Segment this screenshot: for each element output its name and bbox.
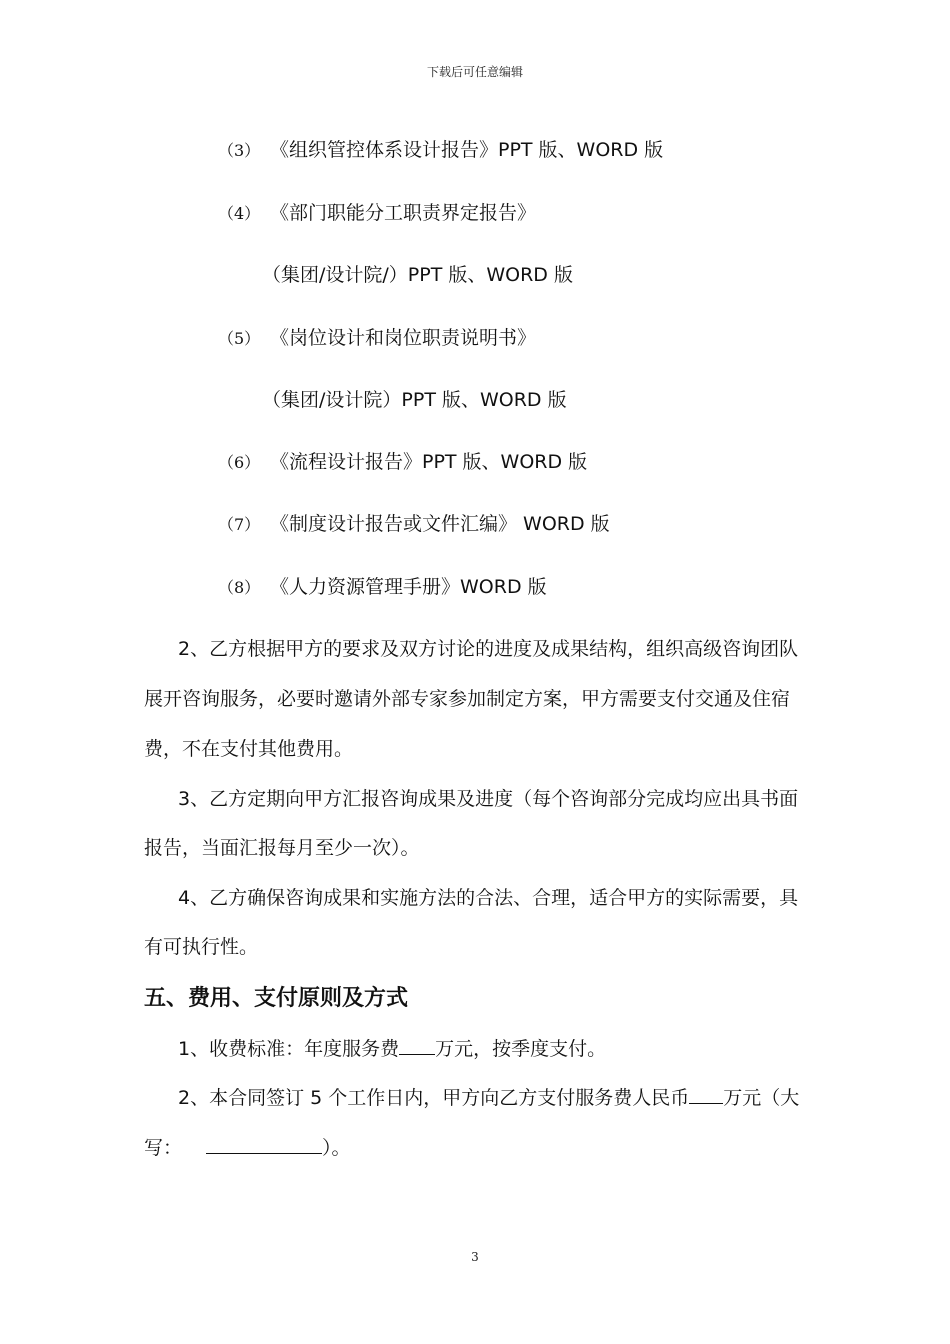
deliverable-item <box>218 137 663 164</box>
item-number: （8） <box>218 578 261 597</box>
payment-amount-blank <box>689 1085 723 1104</box>
payment-closing: ）。 <box>322 1137 351 1159</box>
clause-2-line-2: 展开咨询服务，必要时邀请外部专家参加制定方案，甲方需要支付交通及住宿 <box>144 688 791 710</box>
payment-uppercase-label: 写： <box>144 1137 183 1159</box>
clause-4-line-1: 4、乙方确保咨询成果和实施方法的合法、合理，适合甲方的实际需要，具 <box>178 887 799 909</box>
section-heading: 五、费用、支付原则及方式 <box>144 986 409 1011</box>
item-text: 《流程设计报告》PPT 版、WORD 版 <box>270 451 588 473</box>
item-text: （集团/设计院/）PPT 版、WORD 版 <box>262 264 573 286</box>
payment-line-1 <box>178 1085 799 1111</box>
page-number: 3 <box>471 1250 479 1264</box>
deliverable-item <box>218 325 536 352</box>
item-number: （6） <box>218 453 261 472</box>
item-text: 《组织管控体系设计报告》PPT 版、WORD 版 <box>270 139 664 161</box>
deliverable-item <box>218 511 610 538</box>
deliverable-item-continuation <box>262 262 573 288</box>
fee-standard-line <box>178 1036 606 1062</box>
clause-4-line-2: 有可执行性。 <box>144 936 259 958</box>
fee-suffix: 万元，按季度支付。 <box>435 1038 607 1060</box>
payment-suffix: 万元（大 <box>723 1087 800 1109</box>
fee-amount-blank <box>399 1036 435 1055</box>
clause-3-line-2: 报告，当面汇报每月至少一次）。 <box>144 837 420 859</box>
item-text: 《人力资源管理手册》WORD 版 <box>270 576 547 598</box>
item-text: 《岗位设计和岗位职责说明书》 <box>270 327 537 349</box>
item-number: （7） <box>218 515 261 534</box>
clause-2-line-1: 2、乙方根据甲方的要求及双方讨论的进度及成果结构，组织高级咨询团队 <box>178 638 799 660</box>
payment-text: 2、本合同签订 5 个工作日内，甲方向乙方支付服务费人民币 <box>178 1087 690 1109</box>
fee-label: 1、收费标准：年度服务费 <box>178 1038 400 1060</box>
clause-3-line-1: 3、乙方定期向甲方汇报咨询成果及进度（每个咨询部分完成均应出具书面 <box>178 788 799 810</box>
payment-line-2 <box>144 1135 351 1161</box>
deliverable-item <box>218 574 547 601</box>
payment-uppercase-blank <box>206 1135 322 1154</box>
item-number: （5） <box>218 329 261 348</box>
item-number: （4） <box>218 204 261 223</box>
page-header: 下载后可任意编辑 <box>426 65 523 79</box>
deliverable-item-continuation <box>262 387 567 413</box>
item-number: （3） <box>218 141 261 160</box>
item-text: （集团/设计院）PPT 版、WORD 版 <box>262 389 567 411</box>
deliverable-item <box>218 200 536 227</box>
item-text: 《制度设计报告或文件汇编》 WORD 版 <box>270 513 610 535</box>
item-text: 《部门职能分工职责界定报告》 <box>270 202 537 224</box>
clause-2-line-3: 费，不在支付其他费用。 <box>144 738 354 760</box>
deliverable-item <box>218 449 587 476</box>
